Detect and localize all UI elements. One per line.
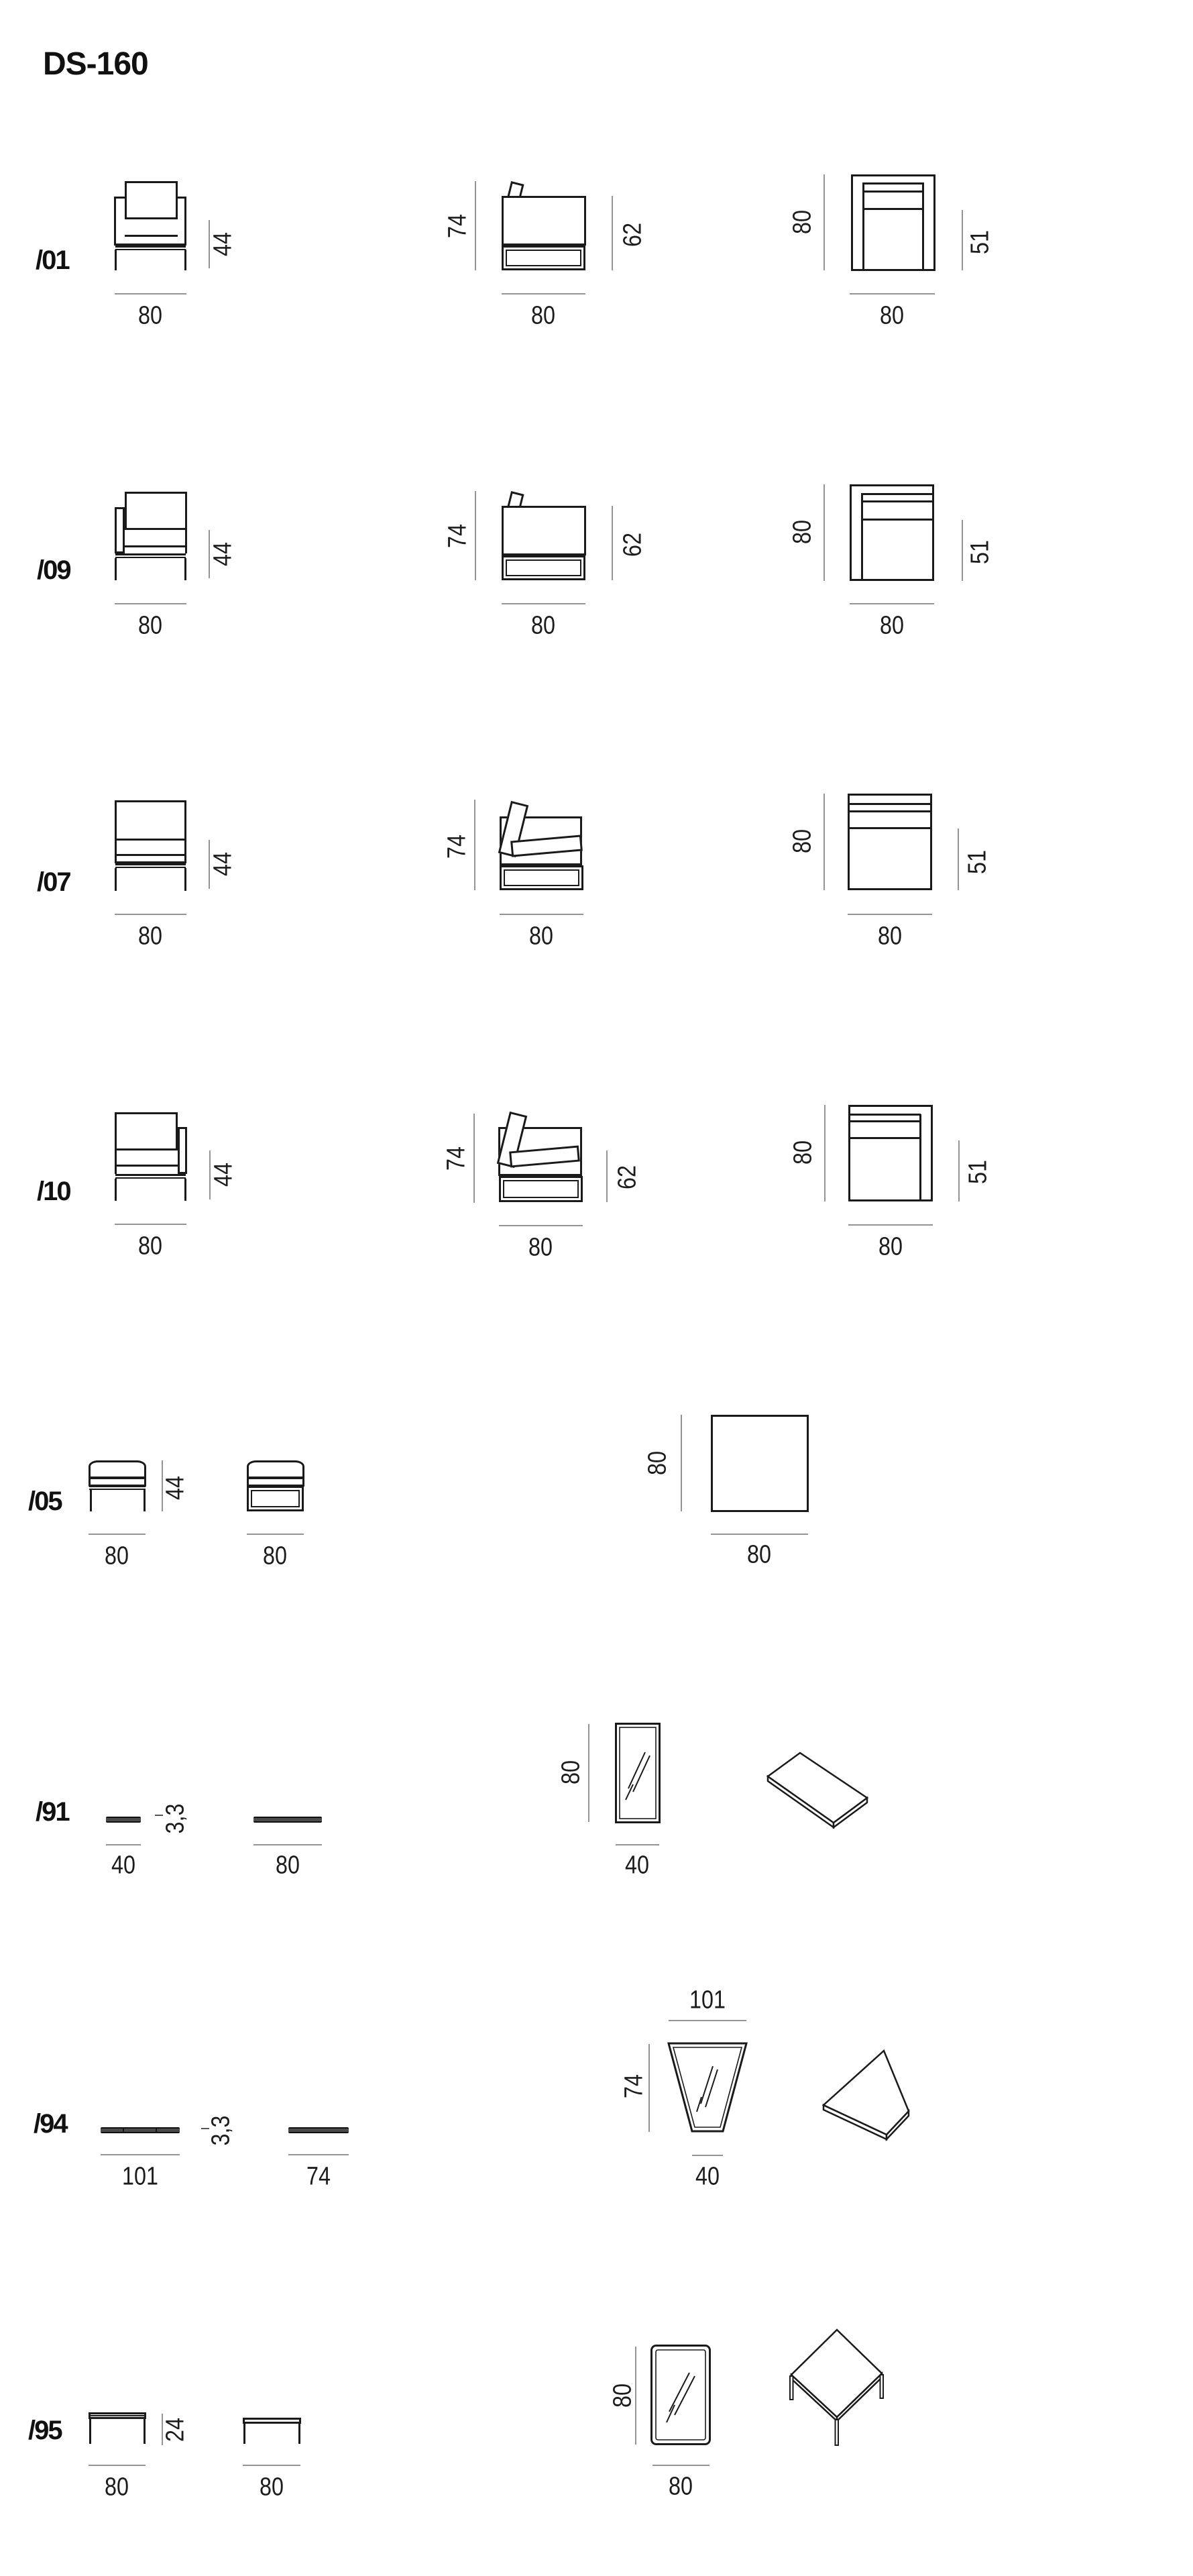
dim-line-depth: [499, 1225, 583, 1226]
backrest-band: [850, 803, 930, 805]
dim-seat-depth: 51: [963, 850, 992, 874]
seat-front-line: [850, 1137, 921, 1139]
seat-line: [117, 839, 184, 841]
dim-height: 44: [209, 542, 237, 566]
dim-line-seat-depth: [962, 210, 963, 270]
backrest-band: [850, 1120, 921, 1122]
dim-line-top-depth: [588, 1724, 589, 1822]
side-base: [499, 1176, 583, 1202]
base-rail: [115, 246, 186, 250]
segment-joint: [123, 2127, 124, 2133]
armrest-line-right: [919, 1114, 921, 1200]
dim-width: 80: [138, 611, 162, 640]
leg: [89, 2419, 91, 2444]
top-view-ottoman: [711, 1415, 809, 1512]
dim-line-total-height: [474, 800, 475, 890]
dim-line-top-width: [850, 293, 935, 294]
dim-line-top-width: [711, 1534, 808, 1535]
dim-width: 80: [138, 922, 162, 951]
dim-line-bottom-width: [692, 2155, 723, 2156]
armrest-line-left: [861, 494, 863, 580]
leg: [184, 1179, 186, 1201]
seat-line: [125, 545, 185, 547]
leg: [115, 250, 117, 270]
dim-top-width: 101: [689, 1986, 726, 2015]
leg: [184, 250, 186, 270]
cushion-band: [247, 1477, 304, 1487]
dim-height: 24: [161, 2418, 190, 2442]
cushion: [89, 1460, 146, 1479]
dim-top-depth: 74: [620, 2074, 648, 2098]
backrest: [125, 181, 178, 219]
base-inner-line: [251, 1490, 300, 1507]
dim-line-depth: [243, 2465, 300, 2466]
top-view-glass-shelf: [615, 1723, 661, 1823]
shelf-front-view: [106, 1817, 141, 1823]
dim-depth: 80: [531, 301, 555, 330]
seat-line: [125, 235, 178, 237]
dim-arm-height: 62: [618, 223, 647, 247]
dim-line-width: [115, 914, 186, 915]
dim-line-top-depth: [681, 1415, 682, 1511]
dim-line-width: [115, 1224, 186, 1225]
leg: [144, 2419, 146, 2444]
dim-line-top-depth: [823, 484, 825, 581]
backrest: [125, 492, 187, 530]
dim-top-depth: 80: [789, 1140, 817, 1165]
left-edge: [115, 1150, 117, 1174]
dim-width: 40: [111, 1851, 135, 1880]
dim-line-width: [89, 2465, 146, 2466]
row-label: /94: [34, 2109, 67, 2139]
leg: [184, 868, 186, 891]
dim-line-top-depth: [824, 1105, 826, 1201]
shelf-side-view: [288, 2127, 349, 2133]
base-rail: [115, 863, 186, 868]
dim-line-top-width: [850, 603, 934, 604]
dim-bottom-width: 40: [695, 2162, 720, 2191]
seat-line: [117, 1165, 178, 1167]
dim-depth: 80: [531, 611, 555, 640]
leg: [115, 1179, 117, 1201]
page-title: DS-160: [43, 46, 148, 82]
dim-line-top-width: [669, 2020, 746, 2021]
dim-height: 44: [209, 232, 237, 256]
dim-top-width: 80: [880, 301, 904, 330]
side-base: [502, 246, 585, 270]
right-edge: [185, 530, 187, 553]
dim-line-arm-height: [612, 506, 613, 580]
leg: [144, 1489, 146, 1511]
table-top: [243, 2418, 301, 2424]
dim-width: 80: [105, 2473, 129, 2502]
perspective-view-shelf: [756, 1741, 880, 1832]
dim-top-depth: 80: [608, 2383, 637, 2408]
dim-line-total-height: [475, 491, 476, 580]
dim-thickness: 3,3: [207, 2115, 235, 2146]
backrest: [115, 1112, 178, 1150]
dim-depth: 80: [276, 1851, 300, 1880]
seat-line: [117, 854, 184, 856]
base-rail: [115, 553, 186, 558]
dim-depth: 80: [529, 922, 553, 951]
dim-line-top-width: [848, 1224, 933, 1226]
dim-line-width: [106, 1844, 141, 1845]
dim-top-width: 80: [747, 1540, 771, 1569]
side-body: [502, 506, 586, 555]
dim-line-top-width: [652, 2465, 709, 2466]
dim-top-depth: 80: [557, 1760, 585, 1784]
row-label: /95: [28, 2416, 62, 2445]
dim-seat-depth: 51: [966, 230, 995, 254]
side-base: [500, 865, 583, 890]
dim-line-width: [115, 293, 186, 294]
dim-line-arm-height: [612, 196, 613, 270]
dim-depth: 80: [260, 2473, 284, 2502]
leg: [243, 2424, 245, 2444]
dim-top-width: 80: [878, 922, 902, 951]
dim-height: 44: [161, 1476, 190, 1500]
dim-line-arm-height: [606, 1150, 608, 1202]
dim-top-depth: 80: [788, 520, 817, 544]
dim-depth: 80: [528, 1233, 553, 1262]
base-inner-line: [503, 1180, 579, 1198]
dim-line-depth: [253, 1844, 322, 1845]
seat-front-line: [861, 519, 932, 521]
dim-line-top-width: [616, 1844, 659, 1845]
row-label: /10: [37, 1177, 70, 1206]
base-inner-line: [506, 559, 581, 576]
dim-line-depth: [500, 914, 583, 915]
dim-arm-height: 62: [613, 1165, 642, 1189]
dim-line-depth: [502, 603, 585, 604]
base-rail: [89, 1485, 146, 1490]
dim-seat-depth: 51: [964, 1160, 992, 1184]
dim-top-depth: 80: [788, 210, 817, 234]
seat-front-line: [862, 208, 924, 210]
row-label: /07: [37, 867, 70, 897]
dim-line-total-height: [473, 1114, 475, 1203]
backrest-band: [861, 500, 932, 502]
side-base: [502, 555, 585, 580]
dim-line-seat-depth: [958, 828, 959, 890]
dim-top-width: 40: [625, 1851, 649, 1880]
backrest-band: [850, 1114, 921, 1116]
row-label: /09: [37, 555, 70, 585]
base-inner-line: [506, 250, 581, 266]
leg: [184, 558, 186, 580]
segment-joint: [156, 2127, 157, 2133]
dim-line-top-depth: [823, 794, 825, 890]
dim-width: 80: [138, 301, 162, 330]
shelf-front-view: [101, 2127, 180, 2133]
dim-thickness: 3,3: [161, 1803, 190, 1834]
dim-line-width: [89, 1534, 146, 1535]
leg: [298, 2424, 300, 2444]
dim-total-height: 74: [443, 524, 472, 548]
dim-line-seat-depth: [958, 1140, 960, 1201]
dim-total-height: 74: [442, 1146, 471, 1171]
dim-height: 44: [209, 852, 237, 876]
dim-depth: 80: [263, 1542, 287, 1570]
dim-width: 101: [122, 2162, 158, 2191]
backrest-band: [850, 810, 930, 812]
base-rail: [115, 1174, 186, 1179]
backrest-band: [861, 493, 932, 495]
dim-depth: 74: [306, 2162, 331, 2191]
glass-line: [91, 2415, 144, 2416]
dim-arm-height: 62: [618, 533, 647, 557]
dim-top-depth: 80: [788, 829, 817, 853]
dim-width: 80: [105, 1542, 129, 1570]
top-outline: [848, 794, 932, 890]
perspective-view-table: [775, 2318, 896, 2453]
dim-line-total-height: [475, 181, 476, 270]
dim-line-width: [115, 603, 186, 604]
dim-line-top-width: [848, 914, 932, 915]
dim-top-depth: 80: [643, 1451, 672, 1475]
backrest-band: [862, 191, 924, 193]
perspective-view-wedge: [813, 2041, 920, 2148]
dim-seat-depth: 51: [966, 540, 995, 564]
top-view-glass-trapezoid: [667, 2042, 749, 2135]
row-label: /05: [28, 1487, 62, 1516]
dim-line-depth: [288, 2154, 349, 2155]
row-label: /91: [36, 1797, 69, 1827]
backrest-band: [862, 182, 924, 184]
shelf-side-view: [253, 1817, 322, 1823]
dim-line-top-depth: [823, 174, 825, 270]
top-view-glass-table: [650, 2345, 711, 2445]
base-inner-line: [504, 869, 579, 886]
seat-front-line: [850, 827, 930, 829]
armrest-line-left: [862, 182, 864, 270]
leg: [115, 558, 117, 580]
dim-total-height: 74: [443, 214, 472, 238]
dim-width: 80: [138, 1232, 162, 1260]
armrest-left: [115, 507, 125, 553]
row-label: /01: [36, 246, 69, 275]
dim-line-depth: [247, 1534, 304, 1535]
cushion: [247, 1460, 304, 1479]
dim-total-height: 74: [443, 835, 471, 859]
side-body: [502, 196, 586, 246]
leg: [90, 1489, 92, 1511]
dim-top-width: 80: [669, 2472, 693, 2501]
dim-line-width: [101, 2154, 180, 2155]
dim-line-seat-depth: [962, 520, 963, 581]
armrest-right: [178, 1127, 187, 1174]
armrest-line-right: [922, 182, 924, 270]
dim-line-depth: [502, 293, 585, 294]
dim-height: 44: [209, 1163, 238, 1187]
side-base: [247, 1486, 304, 1511]
dim-top-width: 80: [880, 611, 904, 640]
leg: [115, 868, 117, 891]
dim-top-width: 80: [878, 1232, 903, 1261]
